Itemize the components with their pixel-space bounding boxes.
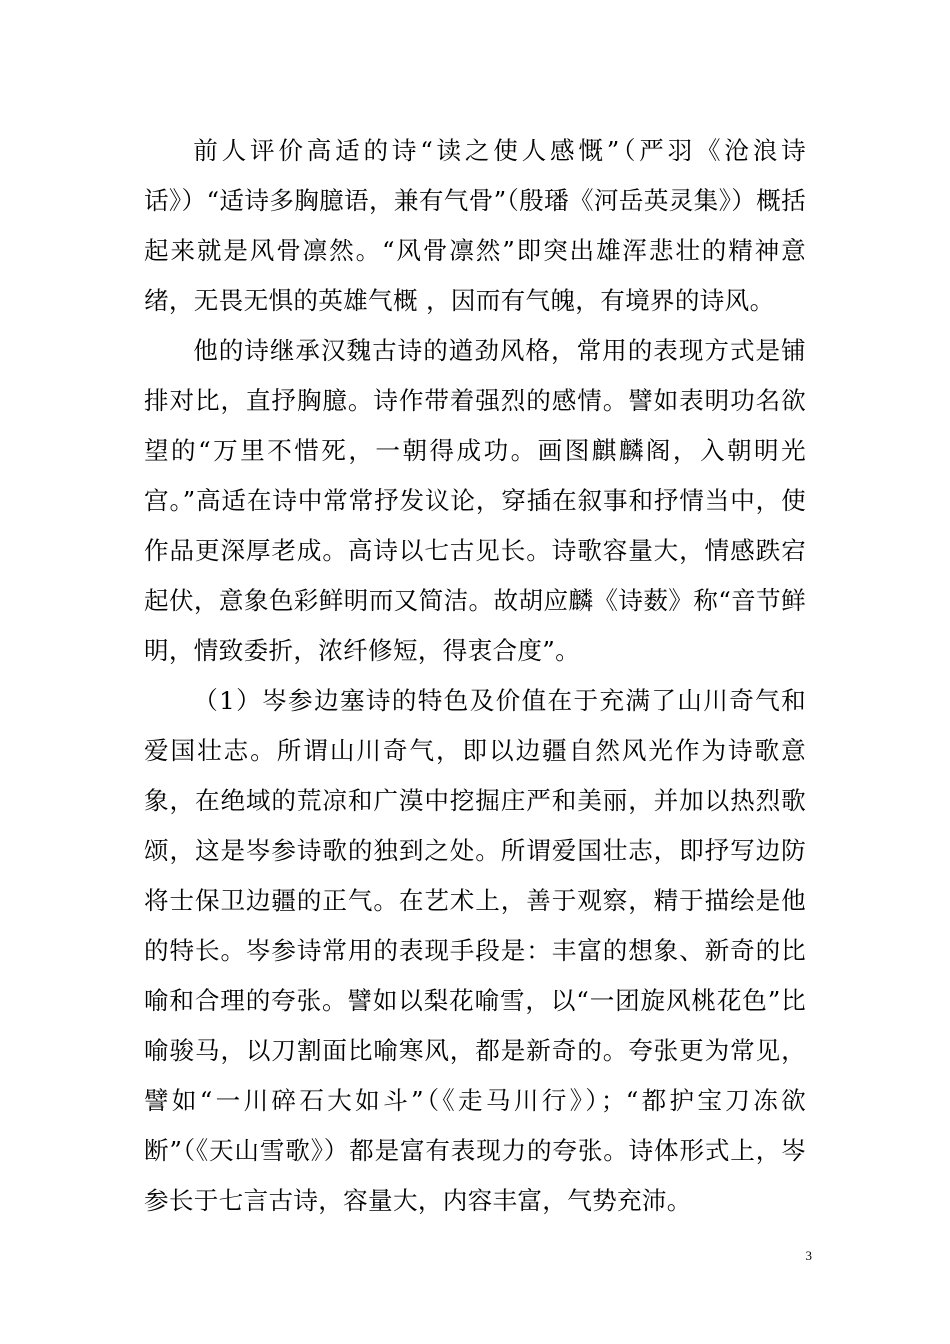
- paragraph-gaoshi-style: 他的诗继承汉魏古诗的遒劲风格，常用的表现方式是铺排对比，直抒胸臆。诗作带着强烈的感情。譬如表明功名欲望的“万里不惜死，一朝得成功。画图麒麟阁，入朝明光宫。”高适在诗中常常抒发议论，穿插在叙事和抒情当中，使作品更深厚老成。高诗以七古见长。诗歌容量大，情感跌宕起伏，意象色彩鲜明而又简洁。故胡应麟《诗薮》称“音节鲜明，情致委折，浓纤修短，得衷合度”。: [144, 336, 806, 665]
- paragraph-censhen-style: （1）岑参边塞诗的特色及价值在于充满了山川奇气和爱国壮志。所谓山川奇气，即以边疆自然风光作为诗歌意象，在绝域的荒凉和广漠中挖掘庄严和美丽，并加以热烈歌颂，这是岑参诗歌的独到之处。所谓爱国壮志，即抒写边防将士保卫边疆的正气。在艺术上，善于观察，精于描绘是他的特长。岑参诗常用的表现手段是：丰富的想象、新奇的比喻和合理的夸张。譬如以梨花喻雪，以“一团旋风桃花色”比喻骏马，以刀割面比喻寒风，都是新奇的。夸张更为常见，譬如“一川碎石大如斗”（《走马川行》）；“都护宝刀冻欲断”（《天山雪歌》）都是富有表现力的夸张。诗体形式上，岑参长于七言古诗，容量大，内容丰富，气势充沛。: [144, 686, 806, 1215]
- body-text: [144, 126, 806, 1226]
- paragraph-gaoshi-evaluation: 前人评价高适的诗“读之使人感慨”（严羽《沧浪诗话》）“适诗多胸臆语，兼有气骨”（殷璠《河岳英灵集》）概括起来就是风骨凛然。“风骨凛然”即突出雄浑悲壮的精神意绪，无畏无惧的英雄气概 ，因而有气魄，有境界的诗风。: [144, 136, 806, 315]
- page-number: 3: [805, 1248, 812, 1263]
